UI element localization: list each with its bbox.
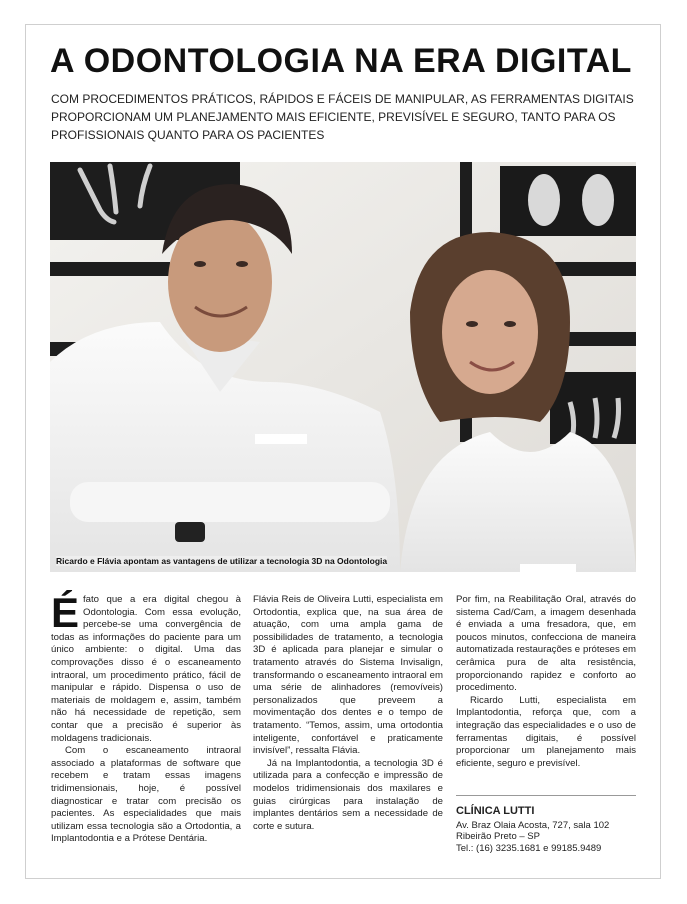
article-photo [50, 162, 636, 572]
clinic-name: CLÍNICA LUTTI [456, 805, 535, 817]
photo-caption: Ricardo e Flávia apontam as vantagens de utilizar a tecnologia 3D na Odontologia [56, 556, 388, 566]
clinic-info [456, 806, 646, 854]
article-column-3 [456, 594, 636, 770]
column-1-paragraph-2: Com o escaneamento intraoral associado a plataformas de software que recebem e tratam essas imagens tridimensionais, hoje, é possível diagnosticar e tratar com precisão os pacientes. As especialidades que mais utilizam essa tecnologia são a Ortodontia, a Implantodontia e a Prótese Dentária. [51, 745, 241, 845]
doctors-photo-illustration [50, 162, 636, 572]
article-subtitle: COM PROCEDIMENTOS PRÁTICOS, RÁPIDOS E FÁCEIS DE MANIPULAR, AS FERRAMENTAS DIGITAIS PROPORCIONAM UM PLANEJAMENTO MAIS EFICIENTE, PREVISÍVEL E SEGURO, TANTO PARA OS PROFISSIONAIS QUANTO PARA OS PACIENTES [51, 92, 634, 142]
article-column-2 [253, 594, 443, 833]
clinic-divider [456, 795, 636, 796]
article-title: A ODONTOLOGIA NA ERA DIGITAL [50, 42, 632, 80]
column-2-paragraph-1: Flávia Reis de Oliveira Lutti, especialista em Ortodontia, explica que, na sua área de atuação, com uma ampla gama de possibilidades de tratamento, a tecnologia 3D é aplicada para planejar e simular o tratamento através do Sistema Invisalign, transformando o escaneamento intraoral em uma série de alinhadores (removíveis) personalizados que preveem a movimentação dos dentes e o tempo de tratamento. “Temos, assim, uma ortodontia inteligente, confortável e praticamente invisível”, ressalta Flávia. [253, 594, 443, 757]
column-1-paragraph-1 [51, 589, 241, 745]
clinic-city: Ribeirão Preto – SP [456, 831, 540, 842]
column-1-text-1: fato que a era digital chegou à Odontologia. Com essa evolução, percebe-se uma convergência de todas as informações do paciente para um único ambiente: o digital. Uma das comprovações disso é o escaneamento intraoral, um procedimento prático, fácil de manipular e rápido. Dispensa o uso de materiais de moldagem e, assim, também não há necessidade de repetição, sem contar que a precisão é superior às moldagens tradicionais. [51, 594, 241, 744]
column-3-paragraph-2: Ricardo Lutti, especialista em Implantodontia, reforça que, com a integração das especialidades e o uso de ferramentas digitais, é possível proporcionar um planejamento mais eficiente, seguro e previsível. [456, 694, 636, 769]
clinic-phone: Tel.: (16) 3235.1681 e 99185.9489 [456, 842, 602, 854]
drop-cap: É [51, 589, 80, 636]
column-2-paragraph-2: Já na Implantodontia, a tecnologia 3D é utilizada para a confecção e impressão de modelos tridimensionais dos maxilares e guias cirúrgicas para instalação de implantes dentários sem a necessidade de corte e sutura. [253, 757, 443, 832]
clinic-address: Av. Braz Olaia Acosta, 727, sala 102 [456, 819, 610, 831]
article-column-1 [51, 589, 241, 846]
column-3-paragraph-1: Por fim, na Reabilitação Oral, através do sistema Cad/Cam, a imagem desenhada é enviada a uma fresadora, que, em poucos minutos, confecciona de maneira automatizada restaurações e próteses em cerâmica pura de alta resistência, proporcionando rapidez e conforto ao procedimento. [456, 594, 636, 694]
